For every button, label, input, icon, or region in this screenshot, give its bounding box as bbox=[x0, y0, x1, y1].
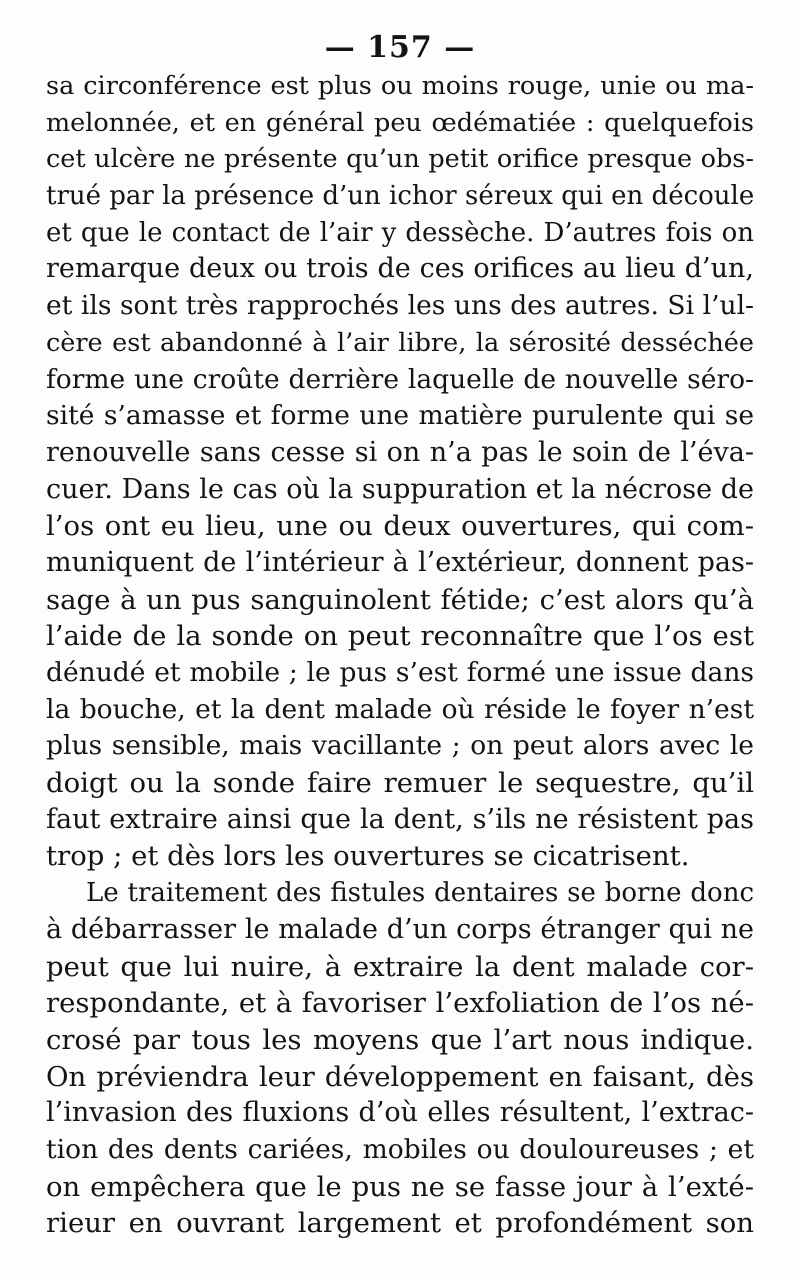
text-line: plus sensible, mais vacillante ; on peut alors avec le bbox=[46, 730, 754, 762]
text-line: doigt ou la sonde faire remuer le sequestre, qu’il bbox=[46, 767, 754, 800]
text-line: rieur en ouvrant largement et profondément son bbox=[46, 1207, 754, 1240]
text-line: et ils sont très rapprochés les uns des autres. Si l’ul- bbox=[46, 290, 754, 322]
text-line: sa circonférence est plus ou moins rouge, unie ou ma- bbox=[46, 71, 754, 101]
text-line: respondante, et à favoriser l’exfoliation de l’os né- bbox=[46, 987, 754, 1020]
text-line: l’os ont eu lieu, une ou deux ouvertures, qui com- bbox=[46, 510, 754, 543]
text-line: tion des dents cariées, mobiles ou douloureuses ; et bbox=[46, 1133, 754, 1165]
text-line: la bouche, et la dent malade où réside le foyer n’est bbox=[46, 693, 754, 725]
paragraph-2 bbox=[46, 875, 754, 1242]
text-line: cuer. Dans le cas où la suppuration et la nécrose de bbox=[46, 473, 754, 505]
text-line: crosé par tous les moyens que l’art nous indique. bbox=[46, 1023, 754, 1056]
text-line: trop ; et dès lors les ouvertures se cicatrisent. bbox=[46, 840, 690, 873]
page-number: — 157 — bbox=[324, 30, 476, 65]
paragraph-1 bbox=[46, 68, 754, 875]
text-line: faut extraire ainsi que la dent, s’ils ne résistent pas bbox=[46, 803, 754, 835]
text-line: forme une croûte derrière laquelle de nouvelle séro- bbox=[46, 363, 754, 395]
body-text bbox=[46, 68, 754, 1242]
text-line: renouvelle sans cesse si on n’a pas le soin de l’éva- bbox=[46, 436, 754, 468]
text-line: cère est abandonné à l’air libre, la sérosité desséchée bbox=[46, 327, 754, 358]
text-line: trué par la présence d’un ichor séreux qui en découle bbox=[46, 181, 755, 212]
text-line: cet ulcère ne présente qu’un petit orifice presque obs- bbox=[46, 144, 754, 175]
text-line: sité s’amasse et forme une matière purulente qui se bbox=[46, 400, 754, 432]
text-line: dénudé et mobile ; le pus s’est formé une issue dans bbox=[46, 657, 754, 688]
text-line: remarque deux ou trois de ces orifices au lieu d’un, bbox=[46, 253, 754, 285]
text-line: et que le contact de l’air y dessèche. D’autres fois on bbox=[46, 217, 754, 248]
text-line: on empêchera que le pus ne se fasse jour à l’exté- bbox=[46, 1170, 754, 1203]
text-line: muniquent de l’intérieur à l’extérieur, donnent pas- bbox=[46, 546, 754, 578]
text-line: On préviendra leur développement en faisant, dès bbox=[46, 1060, 754, 1093]
text-line: sage à un pus sanguinolent fétide; c’est alors qu’à bbox=[46, 583, 754, 616]
text-line: Le traitement des fistules dentaires se borne donc bbox=[86, 878, 754, 909]
text-line: l’invasion des fluxions d’où elles résultent, l’extrac- bbox=[46, 1097, 754, 1129]
text-line: à débarrasser le malade d’un corps étranger qui ne bbox=[46, 913, 754, 945]
text-line: peut que lui nuire, à extraire la dent malade cor- bbox=[46, 950, 754, 983]
text-line: l’aide de la sonde on peut reconnaître que l’os est bbox=[46, 620, 754, 653]
text-line: melonnée, et en général peu œdématiée : quelquefois bbox=[46, 107, 754, 138]
